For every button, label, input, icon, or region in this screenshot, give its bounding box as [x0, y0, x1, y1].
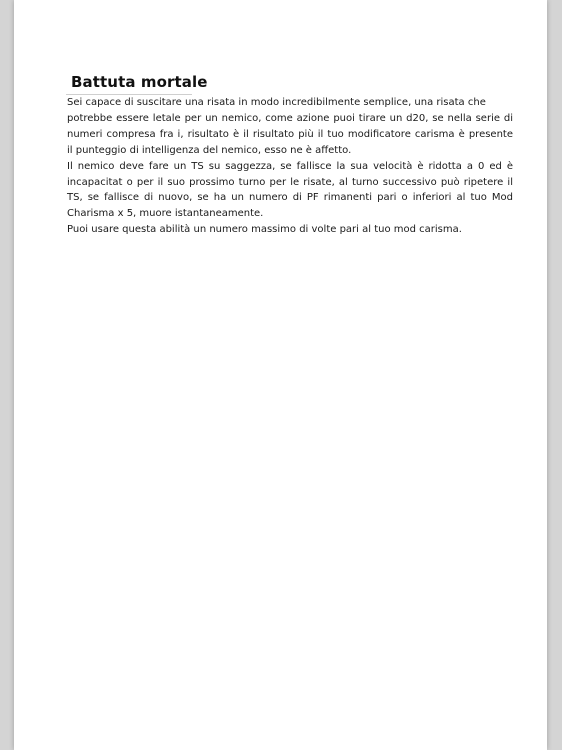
text-line-3: numeri compresa fra i, risultato è il risultato più il tuo modificatore carisma è presente	[67, 128, 513, 140]
text-line-5: Il nemico deve fare un TS su saggezza, se fallisce la sua velocità è ridotta a 0 ed è	[67, 160, 513, 172]
document-page	[14, 0, 547, 750]
text-line-8: Charisma x 5, muore istantaneamente.	[67, 208, 264, 220]
text-line-1: Sei capace di suscitare una risata in modo incredibilmente semplice, una risata che	[67, 97, 486, 108]
text-line-9: Puoi usare questa abilità un numero massimo di volte pari al tuo mod carisma.	[67, 224, 462, 236]
text-line-7: TS, se fallisce di nuovo, se ha un numero di PF rimanenti pari o inferiori al tuo Mod	[67, 192, 513, 204]
text-line-6: incapacitat o per il suo prossimo turno per le risate, al turno successivo può ripetere il	[67, 176, 513, 188]
section-body	[67, 95, 513, 238]
text-line-2: potrebbe essere letale per un nemico, come azione puoi tirare un d20, se nella serie di	[67, 112, 513, 124]
text-line-4: il punteggio di intelligenza del nemico, esso ne è affetto.	[67, 144, 352, 156]
section-title: Battuta mortale	[71, 73, 208, 91]
